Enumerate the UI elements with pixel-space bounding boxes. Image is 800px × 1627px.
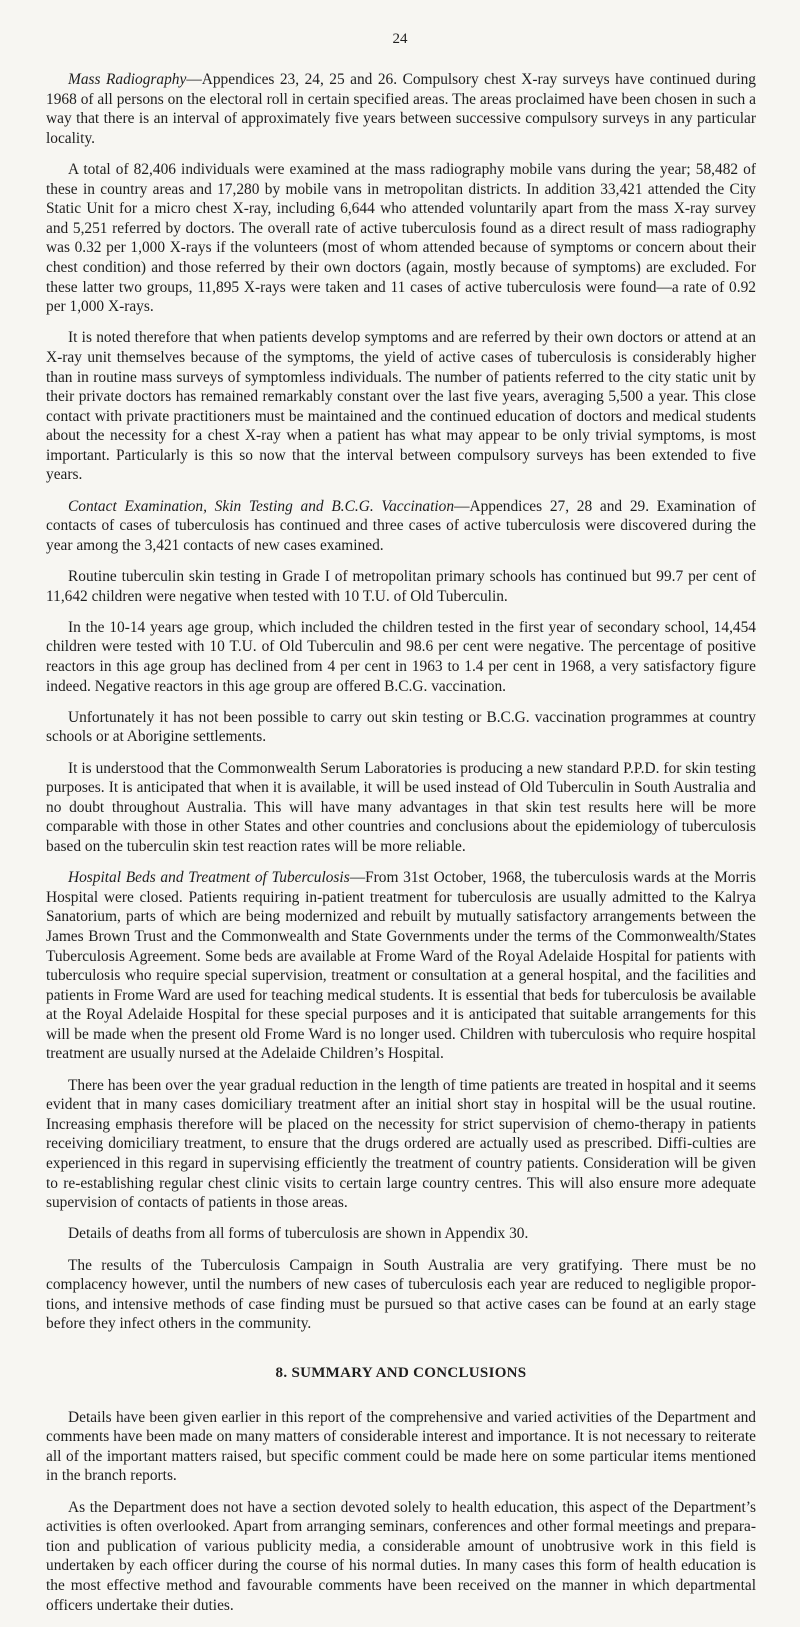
paragraph-text: There has been over the year gradual reduction in the length of time patients are treated in hospital and it seems evident that in many cases domiciliary treatment after an initial short stay in hospital will be the usual routine. Increasing emphasis therefore will be placed on the necessity for strict supervision of chemo-therapy in patients receiving domiciliary treatment, to ensure that the drugs ordered are actually used as prescribed. Diffi-culties are experienced in this regard in supervising efficiently the treatment of country patients. Consideration will be given to re-establishing regular chest clinic visits to certain large country centres. This will also ensure more adequate supervision of contacts of patients in those areas. <box>46 1076 756 1212</box>
paragraph <box>46 160 756 317</box>
paragraphs-after <box>46 1408 756 1616</box>
paragraph-lead: Hospital Beds and Treatment of Tuberculosis <box>68 869 350 887</box>
body-text <box>46 70 756 1627</box>
paragraph <box>46 497 756 556</box>
paragraph-text: —Appendices 23, 24, 25 and 26. Compulsory chest X-ray surveys have continued during 1968 of all persons on the electoral roll in certain specified areas. The areas proclaimed have been chosen in such a way that there is an interval of approximately five years between successive compulsory surveys in any particular locality. <box>46 71 756 147</box>
paragraph-lead: Mass Radiography <box>68 71 187 88</box>
paragraph-lead: Contact Examination, Skin Testing and B.C.G. Vaccination <box>68 497 455 515</box>
paragraph-text: Unfortunately it has not been possible to carry out skin testing or B.C.G. vaccination programmes at country schools or at Aborigine settlements. <box>46 708 756 746</box>
paragraph-text: The results of the Tuberculosis Campaign in South Australia are very gratifying. There must be no complacency however, until the numbers of new cases of tuberculosis each year are reduced to negligible propor-tions, and intensive methods of case finding must be pursued so that active cases can be found at an early stage before they infect others in the community. <box>46 1256 756 1333</box>
paragraph-text: —Appendices 27, 28 and 29. Examination of contacts of cases of tuberculosis has continued and three cases of active tuberculosis were discovered during the year among the 3,421 contacts of new cases examined. <box>46 497 756 554</box>
paragraph <box>46 868 756 1064</box>
paragraph <box>46 759 756 857</box>
section-heading: 8. SUMMARY AND CONCLUSIONS <box>275 1364 527 1381</box>
paragraph-text: It is understood that the Commonwealth Serum Laboratories is producing a new standard P.P.D. for skin testing purposes. It is anticipated that when it is available, it will be used instead of Old Tuberculin in South Australia and no doubt throughout Australia. This will have many advantages in that skin test results here will be more comparable with those in other States and other countries and conclusions about the epidemiology of tuberculosis based on the tuberculin skin test reaction rates will be more reliable. <box>46 759 756 855</box>
paragraph <box>46 1498 756 1616</box>
paragraph-text: Routine tuberculin skin testing in Grade I of metropolitan primary schools has continued but 99.7 per cent of 11,642 children were negative when tested with 10 T.U. of Old Tuberculin. <box>46 568 756 605</box>
paragraph-text: —From 31st October, 1968, the tuberculosis wards at the Morris Hospital were closed. Patients requiring in-patient treatment for tuberculosis are usually admitted to the Kalrya Sanatorium, parts of which are being modernized and rebuilt by mutually satisfactory arrangements between the James Brown Trust and the Commonwealth and State Governments under the terms of the Commonwealth/States Tuberculosis Agreement. Some beds are available at Frome Ward of the Royal Adelaide Hospital for patients with tuberculosis who require special supervision, treatment or consultation at a general hospital, and the facilities and patients in Frome Ward are used for teaching medical students. It is essential that beds for tuberculosis be available at the Royal Adelaide Hospital for these special purposes and it is anticipated that suitable arrangements for this will be made when the present old Frome Ward is no longer used. Children with tuberculosis who require hospital treatment are usually nursed at the Adelaide Children’s Hospital. <box>46 869 756 1063</box>
paragraph-text: A total of 82,406 individuals were examined at the mass radiography mobile vans during the year; 58,482 of these in country areas and 17,280 by mobile vans in metropolitan districts. In addition 33,421 attended the City Static Unit for a micro chest X-ray, including 6,644 who attended voluntarily apart from the mass X-ray survey and 5,251 referred by doctors. The overall rate of active tuberculosis found as a direct result of mass radiography was 0.32 per 1,000 X-rays if the volunteers (most of whom attended because of symptoms or concern about their chest condition) and those referred by their own doctors (again, mostly because of symptoms) are excluded. For these latter two groups, 11,895 X-rays were taken and 11 cases of active tuberculosis were found—a rate of 0.92 per 1,000 X-rays. <box>46 160 756 316</box>
paragraph-text: As the Department does not have a section devoted solely to health education, this aspect of the Department’s activities is often overlooked. Apart from arranging seminars, conferences and other formal meetings and prepara-tion and publication of various publicity media, a considerable amount of unobtrusive work in this field is undertaken by each officer during the course of his normal duties. In many cases this form of health education is the most effective method and favourable comments have been received on the manner in which departmental officers undertake their duties. <box>46 1498 756 1614</box>
paragraph <box>46 328 756 485</box>
paragraph <box>46 1224 756 1244</box>
paragraph <box>46 1076 756 1213</box>
paragraphs-before <box>46 70 756 1334</box>
paragraph <box>46 1408 756 1486</box>
paragraph <box>46 1256 756 1334</box>
paragraph-text: Details of deaths from all forms of tuberculosis are shown in Appendix 30. <box>68 1225 529 1243</box>
paragraph-text: In the 10-14 years age group, which included the children tested in the first year of secondary school, 14,454 children were tested with 10 T.U. of Old Tuberculin and 98.6 per cent were negative. The percentage of positive reactors in this age group has declined from 4 per cent in 1963 to 1.4 per cent in 1968, a very satisfactory figure indeed. Negative reactors in this age group are offered B.C.G. vaccination. <box>46 618 756 695</box>
paragraph <box>46 708 756 747</box>
paragraph-text: It is noted therefore that when patients develop symptoms and are referred by their own doctors or attend at an X-ray unit themselves because of the symptoms, the yield of active cases of tuberculosis is considerably higher than in routine mass surveys of symptomless individuals. The number of patients referred to the city static unit by their private doctors has remained remarkably constant over the last five years, averaging 5,500 a year. This close contact with private practitioners must be maintained and the continued education of doctors and medical students about the necessity for a chest X-ray when a patient has what may appear to be only trivial symptoms, is most important. Particularly is this so now that the interval between compulsory surveys has been extended to five years. <box>46 329 756 484</box>
paragraph <box>46 567 756 606</box>
paragraph <box>46 70 756 148</box>
paragraph <box>46 618 756 696</box>
paragraph-text: Details have been given earlier in this report of the comprehensive and varied activities of the Department and comments have been made on many matters of considerable interest and importance. It is not necessary to reiterate all of the important matters raised, but specific comment could be made here on some particular items mentioned in the branch reports. <box>46 1408 756 1485</box>
page-number: 24 <box>392 31 408 47</box>
